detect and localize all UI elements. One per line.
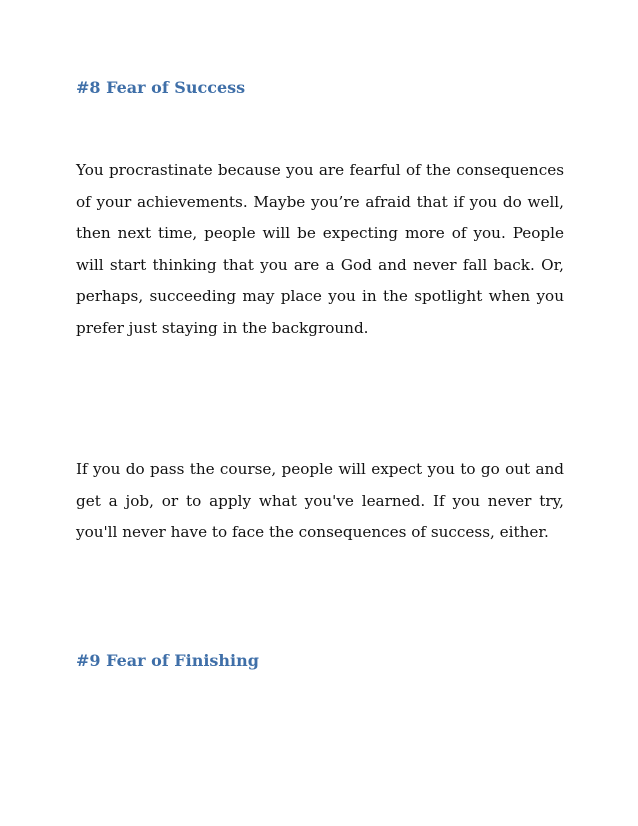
section-heading-fear-of-success: #8 Fear of Success xyxy=(76,78,246,97)
paragraph-course-example: If you do pass the course, people will expect you to go out and get a job, or to apply what you've learned. If you never try, you'll never have to face the consequences of success, either. xyxy=(76,460,564,541)
paragraph-fear-of-success: You procrastinate because you are fearful of the consequences of your achievements. Maybe you’re afraid that if you do well, then next time, people will be expecting more of you. People will start thinking that you are a God and never fall back. Or, perhaps, succeeding may place you in the spotlight when you prefer just staying in the background. xyxy=(76,161,564,337)
section-heading-fear-of-finishing: #9 Fear of Finishing xyxy=(76,651,259,670)
